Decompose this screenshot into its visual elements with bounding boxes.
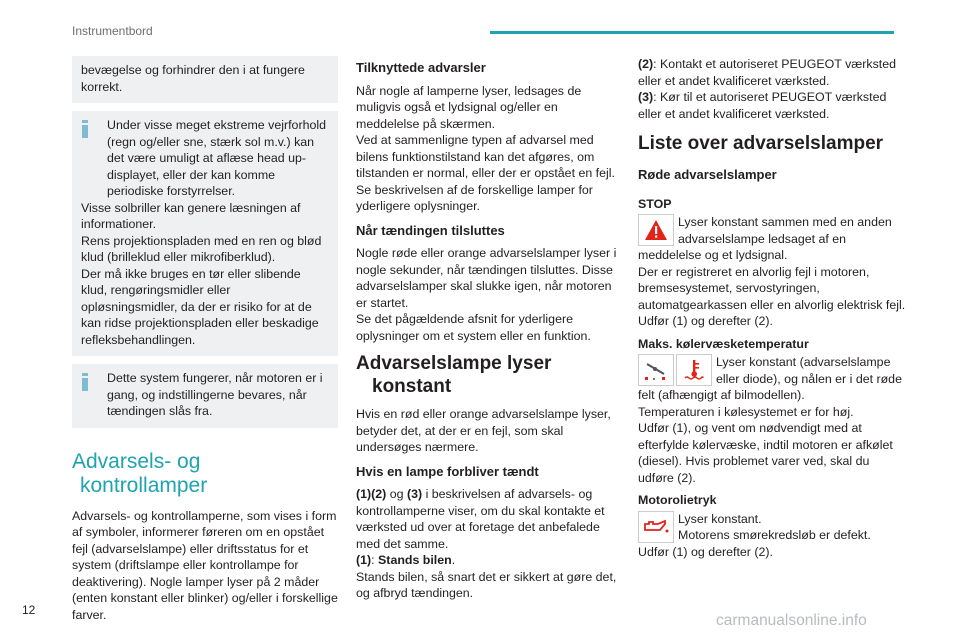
lamp-text: Lyser konstant (advarselslampe eller diode), og nålen er i det røde felt (afhængigt af bilmodellen). xyxy=(638,355,902,402)
step-2: (2): Kontakt et autoriseret PEUGEOT værksted eller et andet kvalificeret værksted. xyxy=(638,57,897,88)
subheading-ignition-on: Når tændingen tilsluttes xyxy=(356,222,505,238)
coolant-temperature-icon xyxy=(676,354,712,386)
info-box-system xyxy=(72,364,338,428)
header-title: Instrumentbord xyxy=(72,24,153,38)
paragraph: Når nogle af lamperne lyser, ledsages de muligvis også et lydsignal og/eller en meddelelse på skærmen. xyxy=(356,83,582,131)
paragraph: Se beskrivelsen af de forskellige lamper for yderligere oplysninger. xyxy=(356,182,593,213)
info-icon xyxy=(81,373,89,396)
lamp-text: Udfør (1) og derefter (2). xyxy=(638,314,773,328)
info-text: Visse solbriller kan genere læsningen af informationer. xyxy=(81,200,301,231)
column-middle xyxy=(356,56,622,602)
lamp-title: Maks. kølervæsketemperatur xyxy=(638,336,809,351)
lamp-text: Udfør (1), og vent om nødvendigt med at efterfylde kølervæske, indtil motoren er afkølet (diesel). Hvis problemet varer ved, skal du udføre (2). xyxy=(638,421,893,485)
header-accent-bar xyxy=(490,31,894,34)
info-text: Rens projektionspladen med en ren og blød klud (brilleklud eller mikrofiberklud). xyxy=(81,233,322,264)
paragraph: Hvis en rød eller orange advarselslampe lyser, betyder det, at der er en fejl, som skal undersøges nærmere. xyxy=(356,407,611,454)
intro-paragraph: Advarsels- og kontrollamperne, som vises i form af symboler, informerer føreren om en opstået fejl (advarselslampe) eller driftsstatus for et system (driftslampe eller kontrollampe for deaktivering). Nogle lamper lyser på 2 måder (enten konstant eller blinker) og/eller i forskellige farver. xyxy=(72,508,338,622)
section-heading-lamp-list: Liste over advarselslamper xyxy=(638,133,884,154)
section-heading-lamp-steady: Advarselslampe lyser konstant xyxy=(356,353,552,397)
paragraph: Se det pågældende afsnit for yderligere oplysninger om et system eller en funktion. xyxy=(356,312,591,343)
lamp-oil-pressure xyxy=(638,492,906,560)
lamp-text: Lyser konstant sammen med en anden advarselslampe ledsaget af en meddelelse og et lydsignal. xyxy=(638,215,892,262)
page-number: 12 xyxy=(22,603,36,617)
info-text: Der må ikke bruges en tør eller slibende klud, rengøringsmidler eller opløsningsmidler, da der er risiko for at de kan ridse projektionspladen eller beskadige refleksbehandlingen. xyxy=(81,266,319,347)
lamp-title: Motorolietryk xyxy=(638,493,717,507)
step-3: (3): Kør til et autoriseret PEUGEOT værksted eller et andet kvalificeret værksted. xyxy=(638,90,887,121)
continued-note-text: bevægelse og forhindrer den i at fungere korrekt. xyxy=(81,63,305,94)
paragraph: Nogle røde eller orange advarselslamper lyser i nogle sekunder, når tændingen tilsluttes. Disse advarselslamper skal slukke igen, når motoren er startet. xyxy=(356,246,617,310)
subheading-associated-warnings: Tilknyttede advarsler xyxy=(356,60,486,75)
info-text: Under visse meget ekstreme vejrforhold (regn og/eller sne, stærk sol m.v.) kan det være umuligt at aflæse head up-displayet, eller der kan komme periodiske forstyrrelser. xyxy=(107,118,326,198)
lamp-text: Udfør (1) og derefter (2). xyxy=(638,544,773,559)
column-left xyxy=(72,56,338,629)
lamp-text: Motorens smørekredsløb er defekt. xyxy=(678,528,871,542)
oil-can-icon xyxy=(638,511,674,543)
column-right xyxy=(638,56,906,564)
section-heading-warning-lamps: Advarsels- og kontrollamper xyxy=(72,449,208,497)
subheading-red-lamps: Røde advarselslamper xyxy=(638,167,777,182)
lamp-stop xyxy=(638,196,906,330)
info-icon xyxy=(81,120,89,143)
lamp-text: Lyser konstant. xyxy=(678,511,762,526)
lamp-coolant-temp xyxy=(638,336,906,487)
paragraph-codes: (1)(2) og (3) i beskrivelsen af advarsels- og kontrollamperne viser, om du skal kontakte et værksted ud over at foretage det anbefalede med det samme. xyxy=(356,487,605,551)
lamp-text: Der er registreret en alvorlig fejl i motoren, bremsesystemet, servostyringen, automatgearkassen eller en alvorlig elektrisk fejl. xyxy=(638,264,906,312)
step-1-text: Stands bilen, så snart det er sikkert at gøre det, og afbryd tændingen. xyxy=(356,569,617,600)
watermark: carmanualsonline.info xyxy=(716,612,867,629)
lamp-text: Temperaturen i kølesystemet er for høj. xyxy=(638,404,854,419)
continued-note-box xyxy=(72,56,338,103)
lamp-title: STOP xyxy=(638,196,672,211)
info-text: Dette system fungerer, når motoren er i gang, og indstillingerne bevares, når tændingen slås fra. xyxy=(107,371,323,418)
step-1: (1): Stands bilen. xyxy=(356,553,456,567)
info-box-weather xyxy=(72,111,338,356)
temperature-gauge-icon xyxy=(638,354,674,386)
warning-triangle-icon xyxy=(638,214,674,246)
subheading-lamp-stays-on: Hvis en lampe forbliver tændt xyxy=(356,463,539,479)
paragraph: Ved at sammenligne typen af advarsel med bilens funktionstilstand kan det afgøres, om tilstanden er normal, eller der er opstået en fejl. xyxy=(356,133,615,180)
